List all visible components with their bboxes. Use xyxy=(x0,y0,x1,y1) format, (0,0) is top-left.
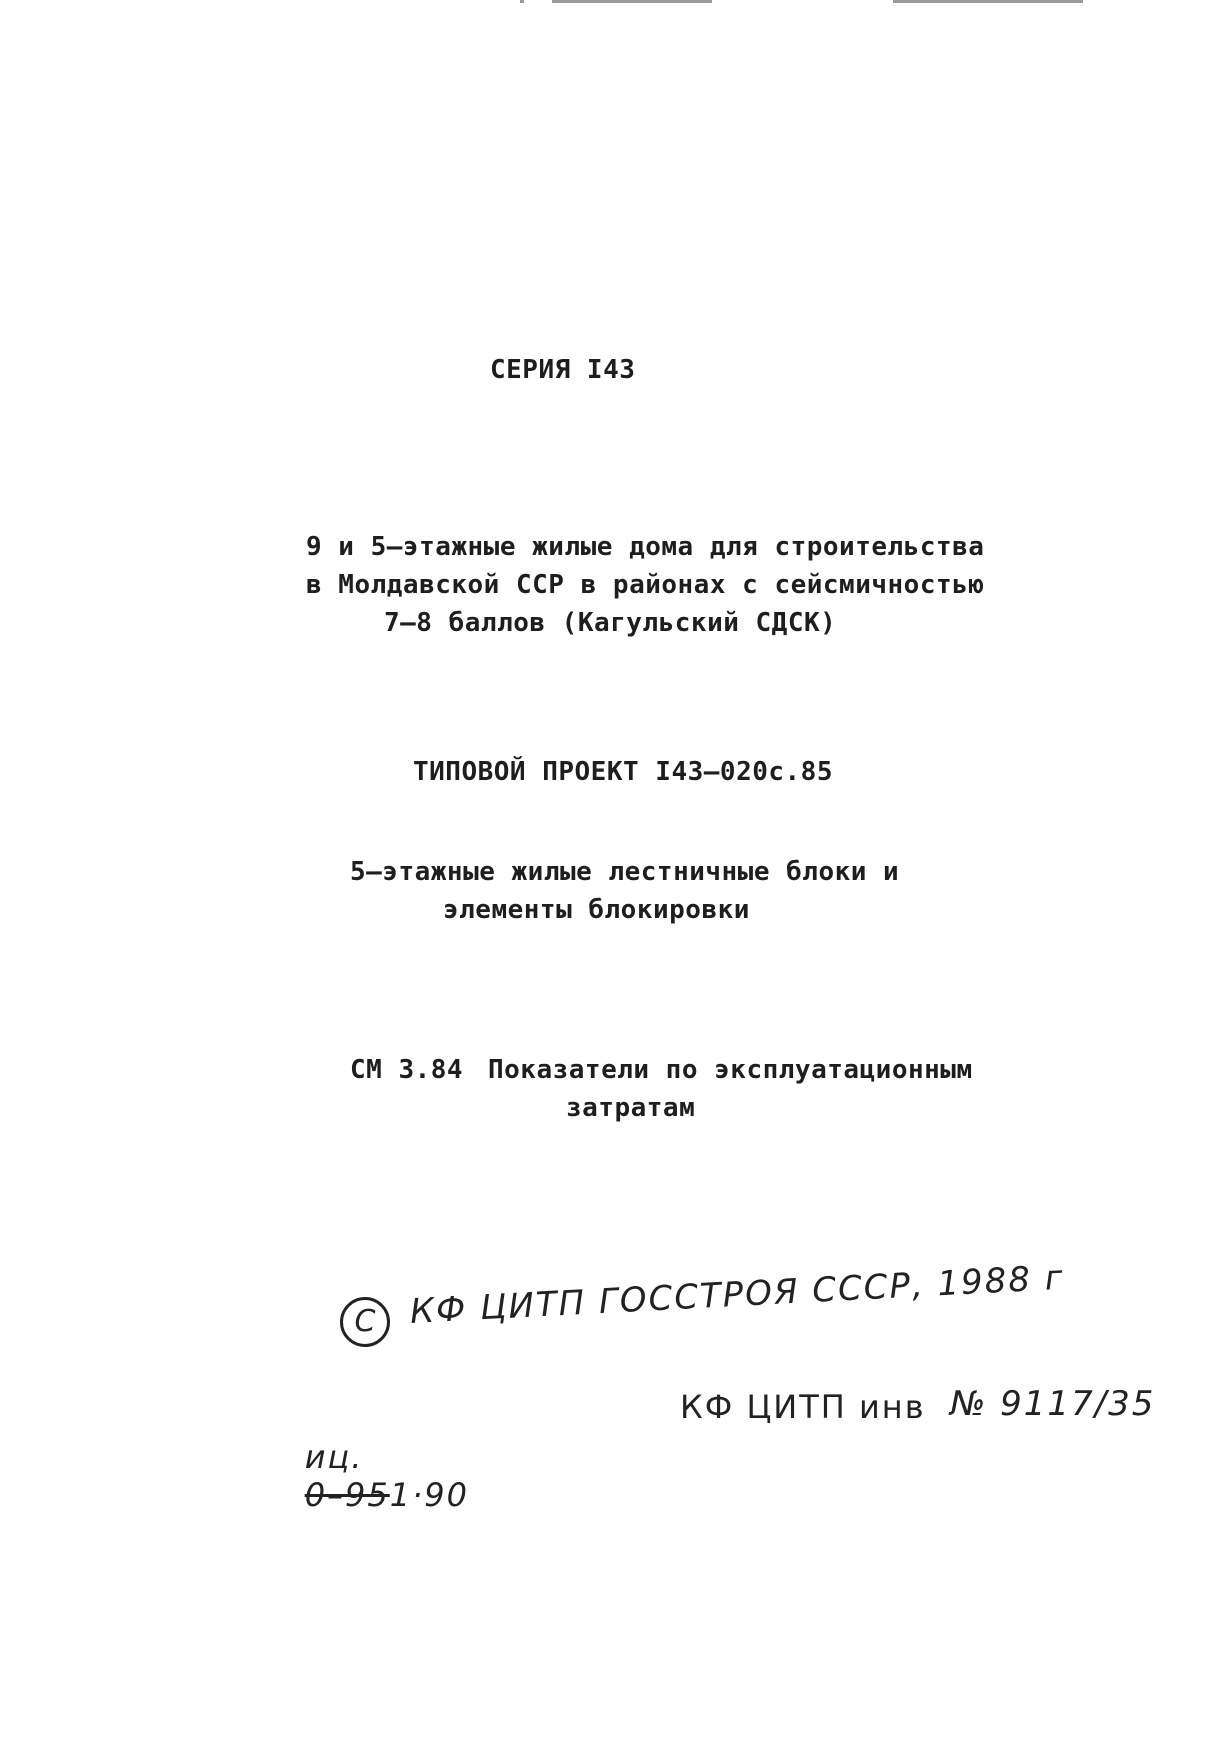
scan-artifact xyxy=(520,0,524,3)
copyright-icon: C xyxy=(340,1297,390,1347)
index-note xyxy=(256,1400,469,1552)
series-heading: СЕРИЯ I43 xyxy=(490,355,636,385)
index-prefix: иц. xyxy=(304,1438,364,1476)
copyright-note: КФ ЦИТП ГОССТРОЯ СССР, 1988 г xyxy=(408,1257,1066,1332)
section-code: СМ 3.84 xyxy=(350,1055,464,1085)
scan-artifact xyxy=(893,0,1083,3)
subtitle-line: 5–этажные жилые лестничные блоки и xyxy=(350,857,900,887)
description-line: 9 и 5–этажные жилые дома для строительства xyxy=(306,532,985,562)
index-number: 1·90 xyxy=(389,1476,470,1514)
inventory-number: № 9117/35 xyxy=(950,1384,1156,1424)
description-line: 7–8 баллов (Кагульский СДСК) xyxy=(384,608,837,638)
description-line: в Молдавской ССР в районах с сейсмичностью xyxy=(306,570,985,600)
section-line: затратам xyxy=(566,1093,696,1123)
subtitle-line: элементы блокировки xyxy=(443,895,750,925)
scan-artifact xyxy=(552,0,712,3)
project-title: ТИПОВОЙ ПРОЕКТ I43–020с.85 xyxy=(413,757,833,787)
section-line: Показатели по эксплуатационным xyxy=(488,1055,973,1085)
inventory-note: КФ ЦИТП инв xyxy=(680,1388,926,1426)
index-struck-number: 0–95 xyxy=(304,1476,390,1514)
